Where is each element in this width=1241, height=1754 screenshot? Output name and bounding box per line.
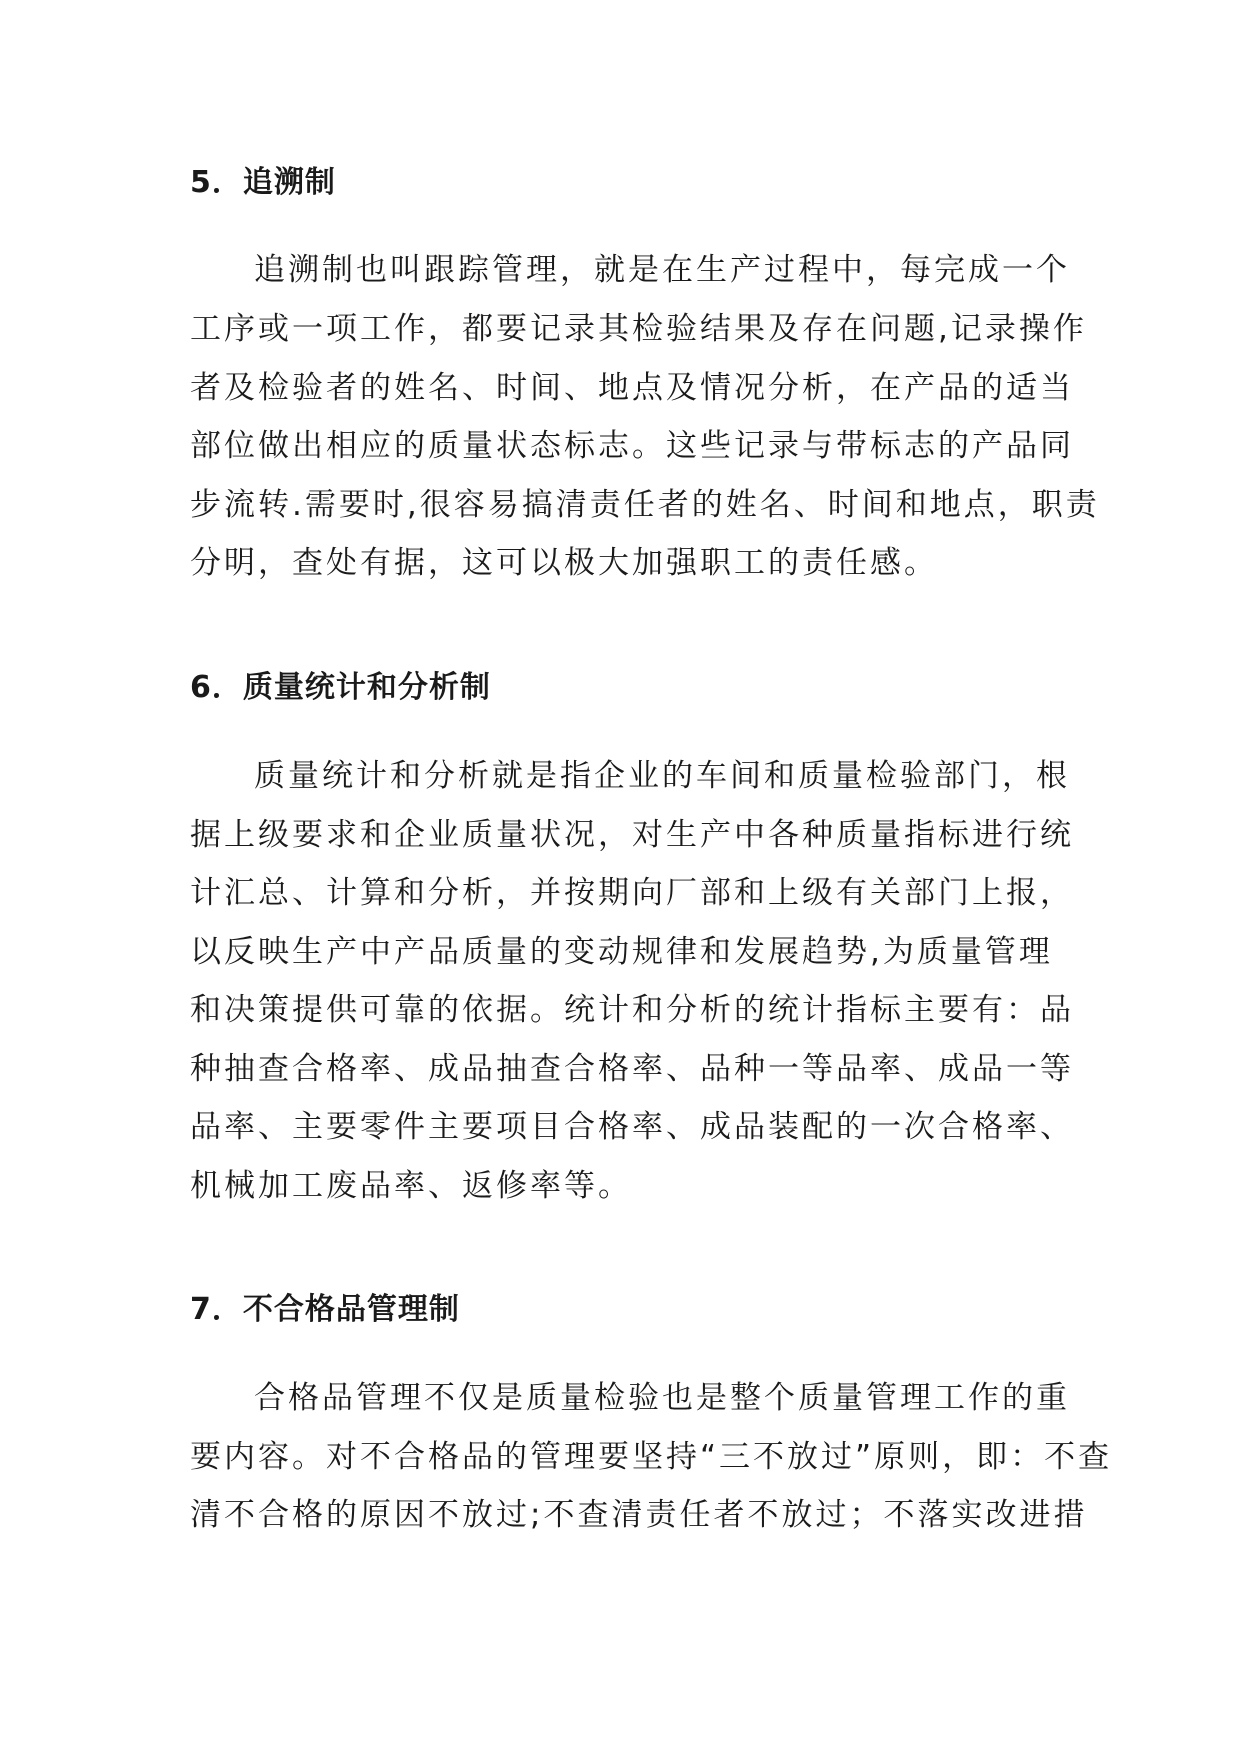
paragraph-line: 部位做出相应的质量状态标志。这些记录与带标志的产品同 — [190, 428, 1074, 464]
paragraph-line: 分明，查处有据，这可以极大加强职工的责任感。 — [190, 545, 938, 581]
paragraph-line: 品率、主要零件主要项目合格率、成品装配的一次合格率、 — [190, 1109, 1074, 1145]
paragraph-line: 要内容。对不合格品的管理要坚持“三不放过”原则，即：不查 — [190, 1439, 1113, 1475]
section-heading-5: 5．追溯制 — [190, 165, 336, 200]
paragraph-line: 追溯制也叫跟踪管理，就是在生产过程中，每完成一个 — [254, 252, 1070, 288]
paragraph-line: 工序或一项工作，都要记录其检验结果及存在问题,记录操作 — [190, 311, 1087, 347]
paragraph-line: 者及检验者的姓名、时间、地点及情况分析，在产品的适当 — [190, 370, 1074, 406]
section-heading-6: 6．质量统计和分析制 — [190, 670, 491, 705]
paragraph-line: 合格品管理不仅是质量检验也是整个质量管理工作的重 — [254, 1380, 1070, 1416]
paragraph-line: 清不合格的原因不放过;不查清责任者不放过；不落实改进措 — [190, 1497, 1088, 1533]
paragraph-line: 种抽查合格率、成品抽查合格率、品种一等品率、成品一等 — [190, 1051, 1074, 1087]
paragraph-line: 据上级要求和企业质量状况，对生产中各种质量指标进行统 — [190, 817, 1074, 853]
paragraph-line: 机械加工废品率、返修率等。 — [190, 1168, 632, 1204]
paragraph-line: 计汇总、计算和分析，并按期向厂部和上级有关部门上报， — [190, 875, 1074, 911]
paragraph-line: 以反映生产中产品质量的变动规律和发展趋势,为质量管理 — [190, 934, 1053, 970]
paragraph-line: 质量统计和分析就是指企业的车间和质量检验部门，根 — [254, 758, 1070, 794]
section-heading-7: 7．不合格品管理制 — [190, 1292, 460, 1327]
paragraph-line: 步流转.需要时,很容易搞清责任者的姓名、时间和地点，职责 — [190, 487, 1100, 523]
paragraph-line: 和决策提供可靠的依据。统计和分析的统计指标主要有：品 — [190, 992, 1074, 1028]
